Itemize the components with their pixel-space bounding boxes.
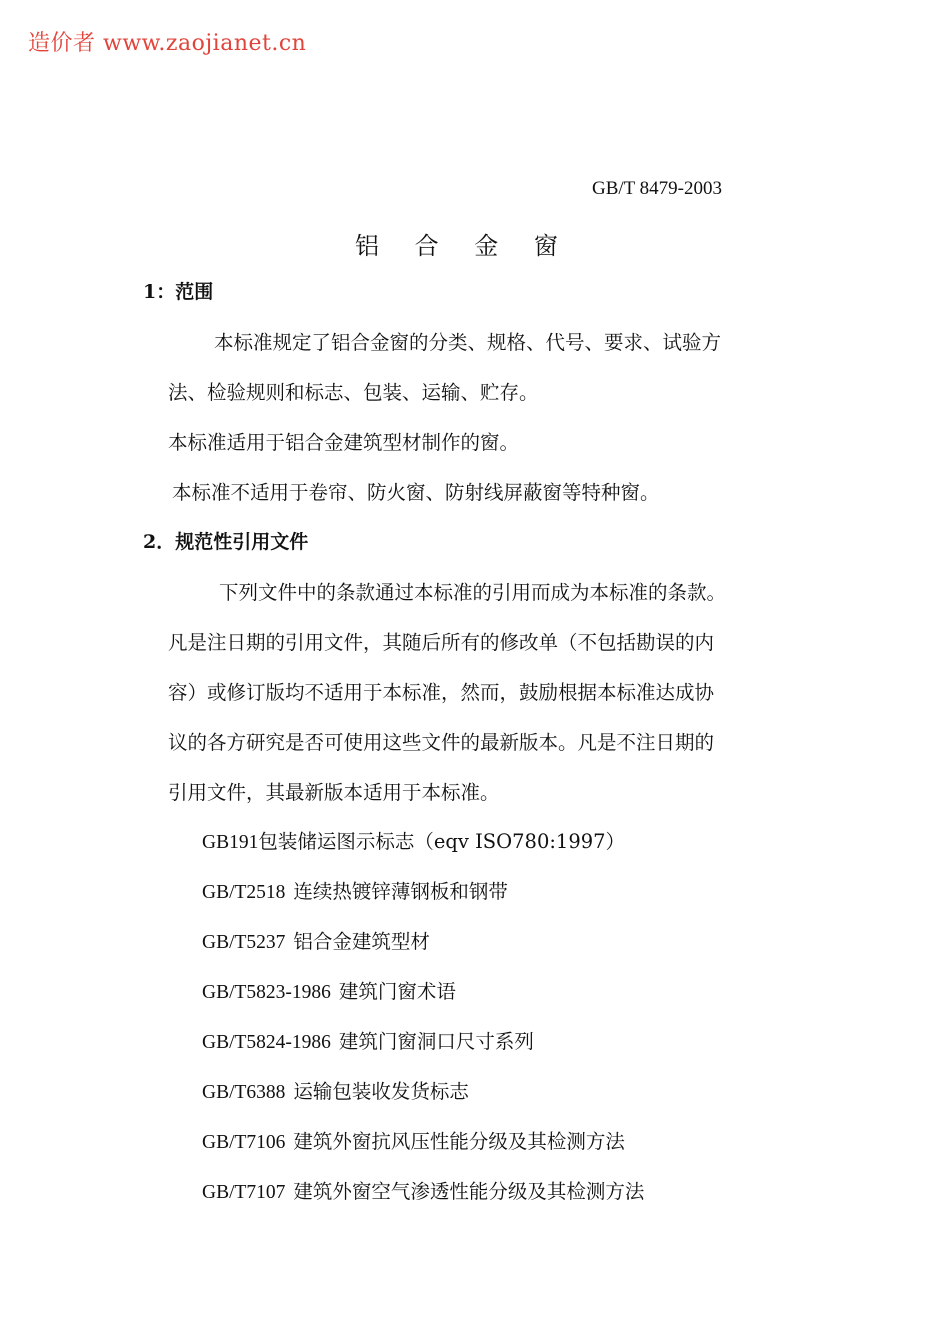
reference-item (202, 1126, 625, 1154)
reference-title: 连续热镀锌薄钢板和钢带 (293, 880, 508, 903)
reference-code: GB/T5823-1986 (202, 982, 331, 1003)
paragraph-line: 引用文件，其最新版本适用于本标准。 (168, 781, 500, 804)
section-heading-scope: 1：范围 (143, 281, 214, 303)
reference-item (202, 926, 430, 954)
watermark-url[interactable]: www.zaojianet.cn (103, 31, 307, 56)
reference-code: GB/T6388 (202, 1082, 286, 1103)
reference-item (202, 826, 625, 854)
paragraph-line: 本标准规定了铝合金窗的分类、规格、代号、要求、试验方 (214, 331, 722, 354)
paragraph-line: 凡是注日期的引用文件，其随后所有的修改单（不包括勘误的内 (168, 631, 715, 654)
reference-title: 建筑外窗空气渗透性能分级及其检测方法 (293, 1180, 645, 1203)
paragraph-line: 容）或修订版均不适用于本标准，然而，鼓励根据本标准达成协 (168, 681, 715, 704)
reference-code: GB/T5824-1986 (202, 1032, 331, 1053)
document-title: 铝 合 金 窗 (355, 232, 572, 260)
reference-item (202, 1076, 469, 1104)
watermark-brand: 造价者 (28, 31, 96, 56)
paragraph-line: 议的各方研究是否可使用这些文件的最新版本。凡是不注日期的 (168, 731, 715, 754)
paragraph-line: 本标准不适用于卷帘、防火窗、防射线屏蔽窗等特种窗。 (172, 481, 660, 504)
reference-title: 建筑门窗术语 (338, 980, 456, 1003)
reference-code: GB/T2518 (202, 882, 286, 903)
watermark (28, 26, 306, 57)
paragraph-line: 法、检验规则和标志、包装、运输、贮存。 (168, 381, 539, 404)
reference-title: 建筑外窗抗风压性能分级及其检测方法 (293, 1130, 625, 1153)
reference-title: 建筑门窗洞口尺寸系列 (338, 1030, 534, 1053)
reference-item (202, 1176, 644, 1204)
reference-item (202, 1026, 534, 1054)
reference-code: GB191 (202, 832, 259, 853)
section-heading-normative-references: 2．规范性引用文件 (143, 531, 309, 553)
paragraph-line: 本标准适用于铝合金建筑型材制作的窗。 (168, 431, 520, 454)
reference-title: 运输包装收发货标志 (293, 1080, 469, 1103)
paragraph-line: 下列文件中的条款通过本标准的引用而成为本标准的条款。 (219, 581, 727, 604)
reference-item (202, 876, 508, 904)
reference-title: 包装储运图示标志（eqv ISO780:1997） (258, 830, 626, 853)
reference-item (202, 976, 456, 1004)
standard-code: GB/T 8479-2003 (592, 178, 723, 199)
reference-code: GB/T5237 (202, 932, 286, 953)
reference-title: 铝合金建筑型材 (293, 930, 430, 953)
reference-code: GB/T7106 (202, 1132, 286, 1153)
reference-code: GB/T7107 (202, 1182, 286, 1203)
